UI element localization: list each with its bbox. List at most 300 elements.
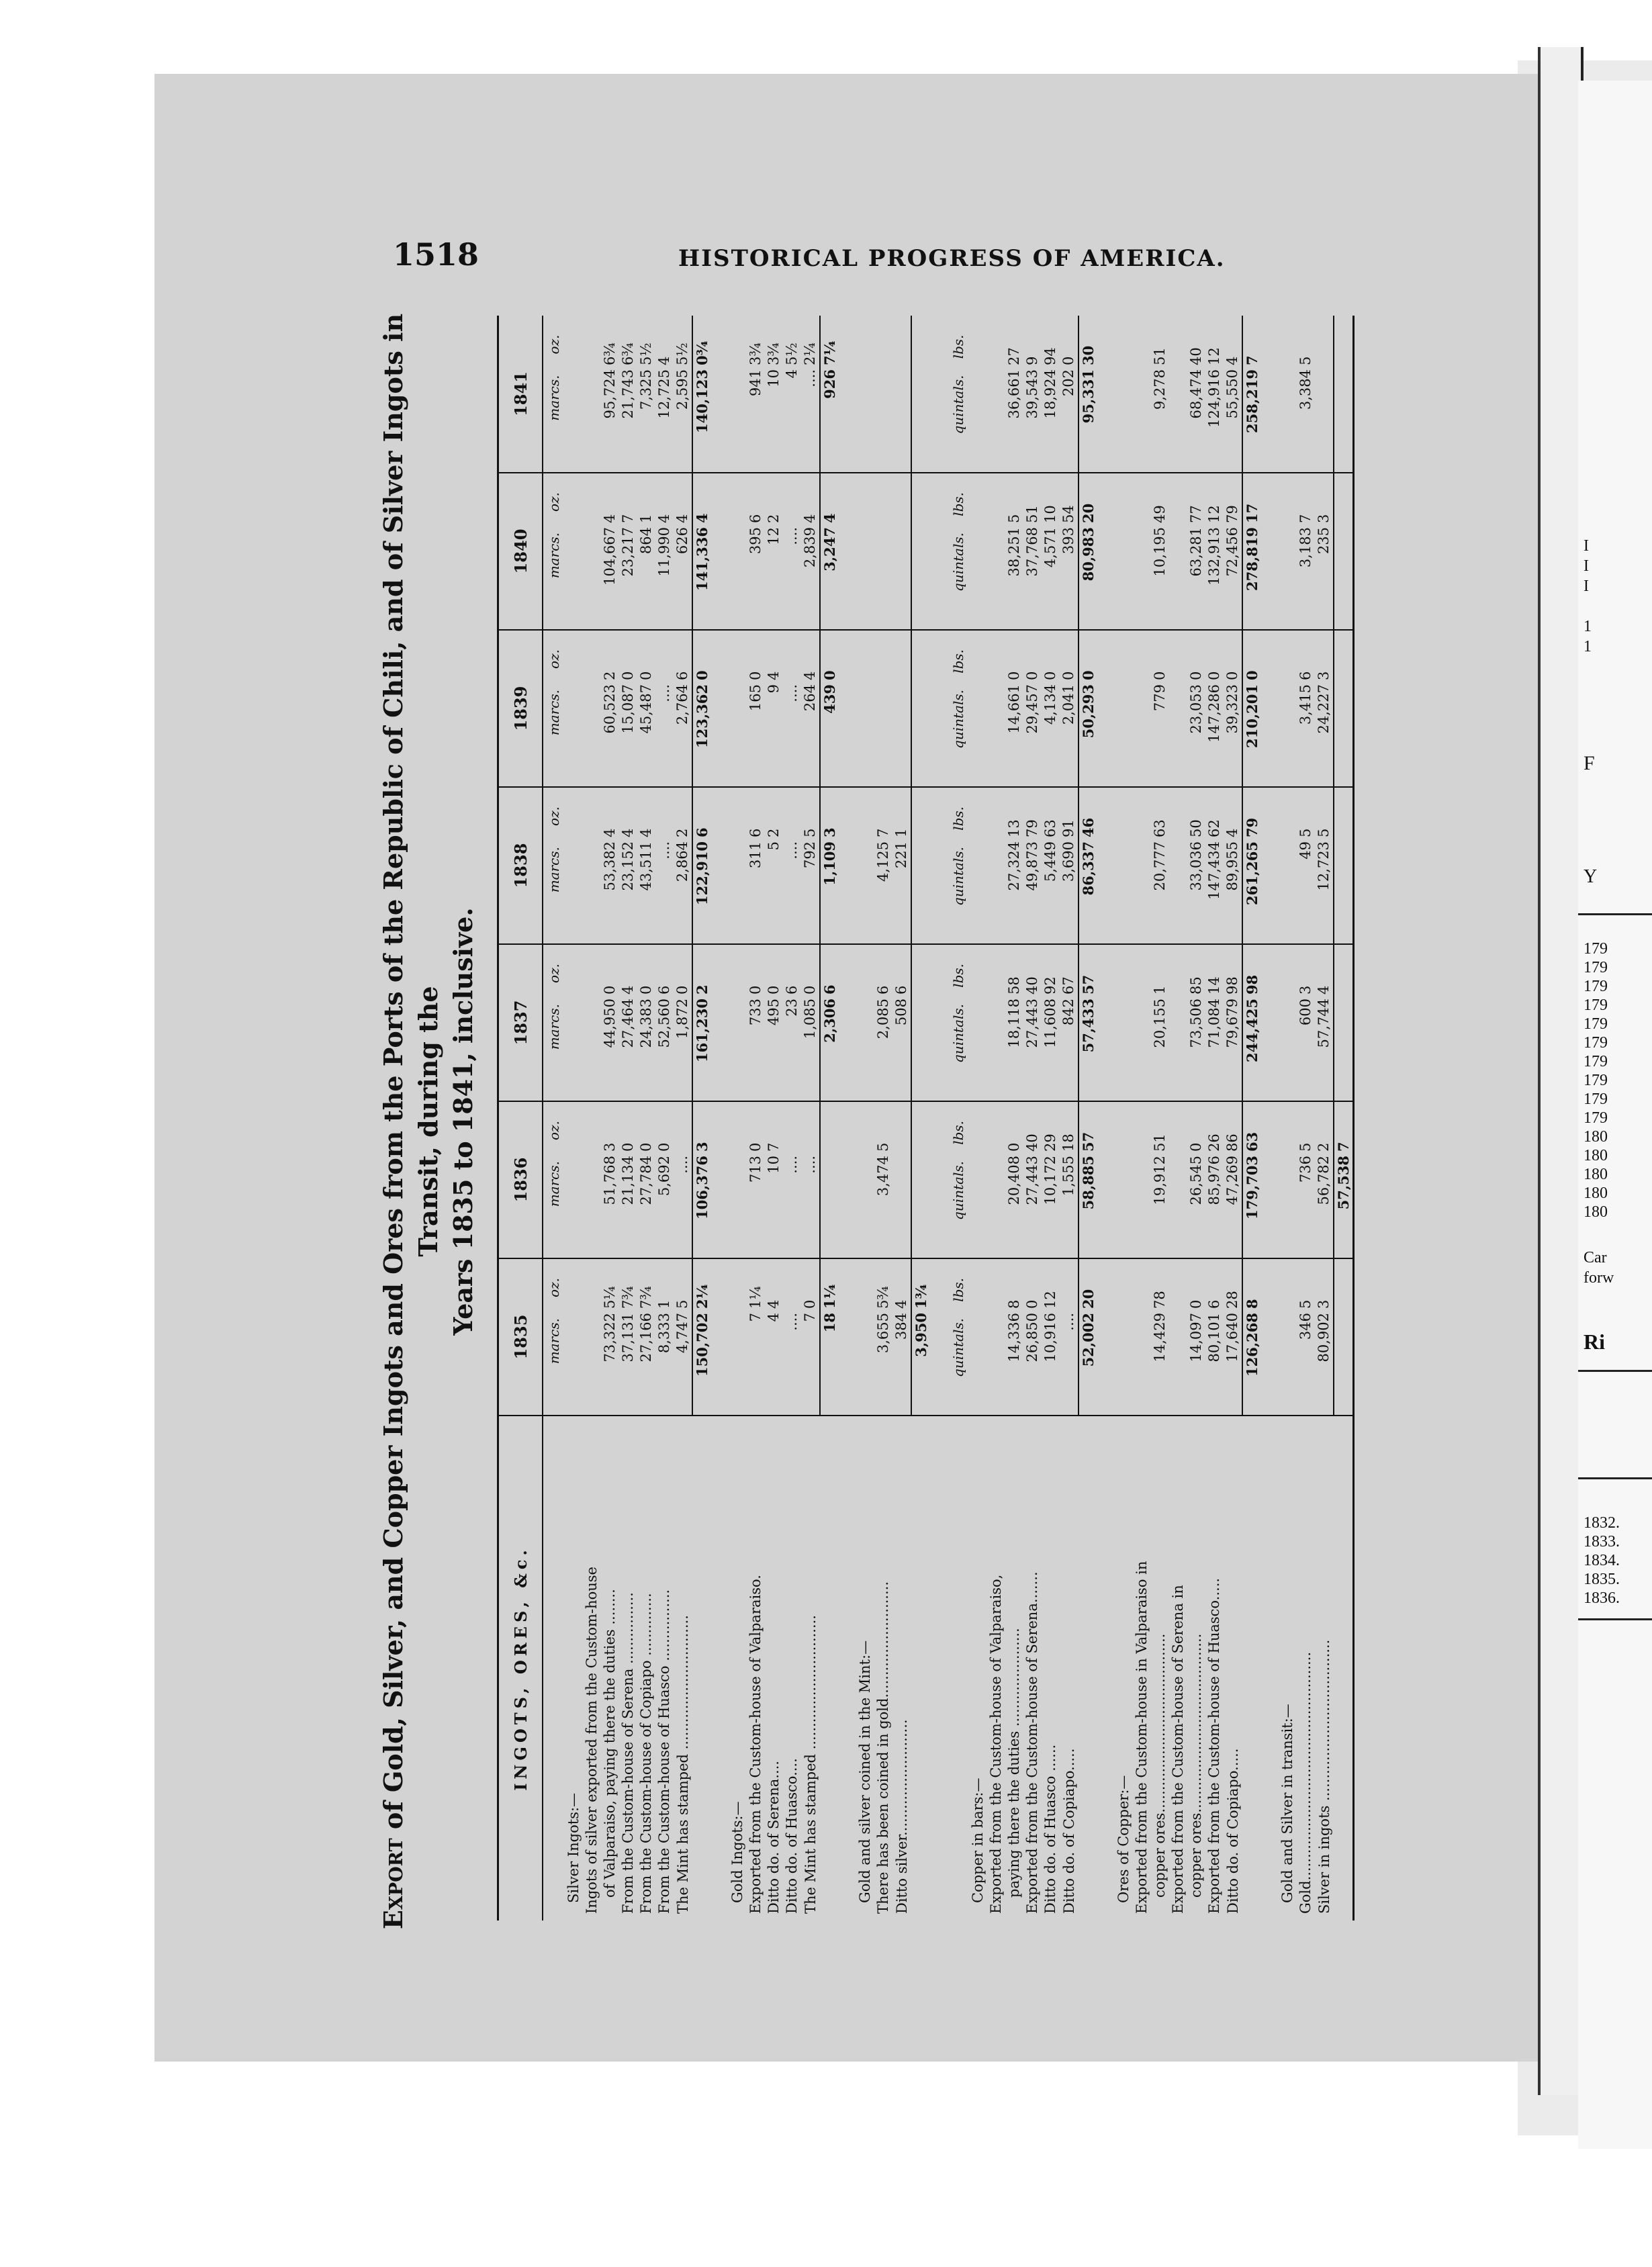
value-cell bbox=[1005, 630, 1023, 787]
units-cell bbox=[543, 630, 565, 787]
value-cell bbox=[1187, 944, 1205, 1101]
value-main: 258,219 bbox=[1244, 369, 1260, 433]
row-label: Ditto do. of Copiapo..... bbox=[1060, 1748, 1077, 1914]
units-cell bbox=[948, 944, 969, 1101]
value-cell bbox=[765, 1258, 783, 1416]
value-fraction: 7¾ bbox=[638, 1286, 654, 1309]
value-cell bbox=[820, 316, 839, 473]
value-cell bbox=[820, 1101, 839, 1258]
value-fraction: 0 bbox=[1244, 670, 1260, 680]
value-main: 79,679 bbox=[1224, 999, 1240, 1048]
value-main: 235 bbox=[1316, 527, 1332, 555]
spacer-cell bbox=[1097, 630, 1115, 787]
value-cell bbox=[1042, 1101, 1060, 1258]
value-fraction: 7 bbox=[1297, 514, 1314, 523]
value-fraction: 79 bbox=[1224, 505, 1240, 523]
value-fraction: 7 bbox=[766, 1142, 782, 1152]
value-cell bbox=[874, 787, 892, 944]
spacer-row bbox=[711, 316, 729, 1921]
value-cell bbox=[820, 630, 839, 787]
empty-cell bbox=[1115, 944, 1133, 1101]
value-cell bbox=[619, 787, 637, 944]
table-row bbox=[1205, 316, 1224, 1921]
spacer-cell bbox=[1097, 316, 1115, 473]
value-fraction: 6¾ bbox=[602, 342, 618, 365]
value-main: 147,434 bbox=[1206, 841, 1222, 900]
value-fraction: 6 bbox=[674, 671, 690, 680]
spacer-cell bbox=[930, 316, 948, 473]
value-cell bbox=[1042, 1258, 1060, 1416]
value-cell bbox=[820, 1258, 839, 1416]
empty-cell bbox=[1279, 316, 1297, 473]
total-label-spacer bbox=[1242, 1416, 1261, 1921]
empty-cell bbox=[1133, 1101, 1151, 1258]
value-main: 45,487 bbox=[638, 684, 654, 734]
value-fraction: 17 bbox=[1244, 503, 1260, 523]
facing-fragment: 180 bbox=[1584, 1166, 1608, 1183]
value-fraction: 6 bbox=[747, 828, 764, 837]
unit-label: oz. bbox=[545, 964, 562, 983]
value-main: 165 bbox=[747, 684, 764, 712]
value-main: 71,084 bbox=[1206, 999, 1222, 1048]
value-main: 1,555 bbox=[1060, 1156, 1076, 1197]
value-cell bbox=[601, 1258, 619, 1416]
row-label-continued: copper ores........................................ bbox=[1188, 1633, 1204, 1898]
value-main: .... bbox=[1060, 1313, 1076, 1331]
facing-fragment: 179 bbox=[1584, 1015, 1608, 1033]
value-main: 86,337 bbox=[1080, 841, 1097, 896]
value-fraction: 51 bbox=[1152, 347, 1168, 365]
value-main: 95,331 bbox=[1080, 369, 1097, 424]
value-main: .... bbox=[656, 841, 672, 860]
value-cell bbox=[747, 630, 765, 787]
value-cell bbox=[637, 787, 655, 944]
value-cell bbox=[1297, 316, 1315, 473]
value-cell bbox=[655, 1258, 674, 1416]
value-cell bbox=[1042, 630, 1060, 787]
row-label: Ditto silver.......................... bbox=[893, 1719, 910, 1914]
column-header-year: 1841 bbox=[498, 316, 543, 473]
total-label-spacer bbox=[1079, 1416, 1097, 1921]
value-main: 14,336 bbox=[1006, 1313, 1022, 1362]
value-main: 210,201 bbox=[1244, 684, 1260, 748]
unit-label: oz. bbox=[545, 1121, 562, 1140]
value-fraction: 6 bbox=[656, 985, 672, 994]
value-fraction: 5 bbox=[1316, 828, 1332, 837]
value-cell bbox=[892, 944, 911, 1101]
value-cell bbox=[1334, 787, 1354, 944]
facing-fragment: 179 bbox=[1584, 1091, 1608, 1108]
value-main: 37,768 bbox=[1024, 527, 1040, 577]
value-cell bbox=[874, 1101, 892, 1258]
value-cell bbox=[1187, 787, 1205, 944]
row-label: From the Custom-house of Serena ................ bbox=[620, 1592, 636, 1914]
empty-cell bbox=[565, 473, 583, 630]
value-main: 1,085 bbox=[802, 999, 818, 1039]
value-main: 10,916 bbox=[1042, 1313, 1058, 1362]
value-main: 27,784 bbox=[638, 1156, 654, 1205]
empty-cell bbox=[729, 473, 747, 630]
value-main: .... bbox=[674, 1156, 690, 1174]
facing-fragment: 179 bbox=[1584, 978, 1608, 995]
rotated-table-block bbox=[376, 302, 1390, 1941]
value-cell bbox=[1205, 630, 1224, 787]
value-main: 393 bbox=[1060, 527, 1076, 555]
value-cell bbox=[1297, 944, 1315, 1101]
value-cell bbox=[1151, 1258, 1169, 1416]
value-cell bbox=[674, 1101, 692, 1258]
value-cell bbox=[783, 630, 801, 787]
empty-cell bbox=[987, 787, 1005, 944]
value-cell bbox=[1005, 316, 1023, 473]
value-main: 4,125 bbox=[875, 841, 891, 882]
value-main: 8,333 bbox=[656, 1313, 672, 1354]
value-main: 33,036 bbox=[1188, 841, 1204, 891]
unit-label: quintals. bbox=[950, 690, 966, 749]
facing-fragment: 1834. bbox=[1584, 1552, 1620, 1569]
empty-cell bbox=[583, 787, 601, 944]
value-cell bbox=[655, 473, 674, 630]
value-fraction: 4 bbox=[1224, 828, 1240, 837]
spacer-cell bbox=[1261, 630, 1279, 787]
value-main: 5,692 bbox=[656, 1156, 672, 1197]
group-title: Copper in bars:— bbox=[970, 1777, 986, 1903]
value-cell bbox=[692, 473, 711, 630]
empty-cell bbox=[1133, 1258, 1151, 1416]
value-fraction: 5 bbox=[674, 1299, 690, 1309]
empty-cell bbox=[1279, 787, 1297, 944]
value-cell bbox=[765, 1101, 783, 1258]
value-main: 80,902 bbox=[1316, 1313, 1332, 1362]
value-main: 18,118 bbox=[1006, 999, 1022, 1048]
value-main: 713 bbox=[747, 1156, 764, 1183]
value-main: 57,744 bbox=[1316, 999, 1332, 1048]
value-fraction: 5 bbox=[802, 828, 818, 837]
empty-cell bbox=[1279, 630, 1297, 787]
facing-page-strip bbox=[1578, 81, 1652, 2149]
value-main: 779 bbox=[1152, 684, 1168, 712]
value-fraction: 12 bbox=[1042, 1291, 1058, 1309]
value-fraction: 94 bbox=[1042, 347, 1058, 365]
value-fraction: 2 bbox=[694, 984, 710, 994]
value-cell bbox=[820, 944, 839, 1101]
value-cell bbox=[619, 316, 637, 473]
value-fraction: 40 bbox=[1024, 976, 1040, 994]
unit-label: marcs. bbox=[545, 690, 562, 736]
empty-cell bbox=[1169, 473, 1187, 630]
units-row bbox=[543, 316, 565, 1921]
empty-cell bbox=[583, 944, 601, 1101]
table-row bbox=[1151, 316, 1169, 1921]
value-cell bbox=[1242, 1101, 1261, 1258]
value-cell bbox=[783, 316, 801, 473]
value-cell bbox=[1151, 787, 1169, 944]
value-fraction: 6 bbox=[1297, 671, 1314, 680]
empty-cell bbox=[583, 473, 601, 630]
value-main: 10,172 bbox=[1042, 1156, 1058, 1205]
value-main: 63,281 bbox=[1188, 527, 1204, 577]
value-cell bbox=[1023, 787, 1042, 944]
value-main: 17,640 bbox=[1224, 1313, 1240, 1362]
value-main: .... bbox=[656, 684, 672, 702]
value-main: 9 bbox=[766, 684, 782, 694]
unit-label: quintals. bbox=[950, 375, 966, 434]
value-cell bbox=[783, 944, 801, 1101]
total-row bbox=[1242, 316, 1261, 1921]
value-fraction: 57 bbox=[1080, 974, 1097, 994]
value-cell bbox=[1224, 630, 1242, 787]
value-cell bbox=[674, 787, 692, 944]
empty-cell bbox=[969, 316, 987, 473]
spacer-cell bbox=[839, 630, 856, 787]
units-cell bbox=[948, 473, 969, 630]
value-main: 38,251 bbox=[1006, 527, 1022, 577]
empty-cell bbox=[856, 473, 874, 630]
spacer-cell bbox=[1097, 473, 1115, 630]
value-cell bbox=[1005, 1258, 1023, 1416]
value-main: 27,443 bbox=[1024, 1156, 1040, 1205]
value-main: 24,383 bbox=[638, 999, 654, 1048]
empty-cell bbox=[729, 316, 747, 473]
value-fraction: 4 bbox=[656, 356, 672, 365]
value-cell bbox=[801, 787, 820, 944]
table-row bbox=[1224, 316, 1242, 1921]
value-main: 736 bbox=[1297, 1156, 1314, 1183]
value-cell bbox=[692, 1101, 711, 1258]
value-main: 104,667 bbox=[602, 527, 618, 586]
value-cell bbox=[1151, 316, 1169, 473]
value-main: 39,323 bbox=[1224, 684, 1240, 734]
facing-fragment: 179 bbox=[1584, 1109, 1608, 1127]
value-fraction: 51 bbox=[1152, 1134, 1168, 1152]
empty-cell bbox=[987, 1101, 1005, 1258]
value-main: 3,474 bbox=[875, 1156, 891, 1197]
value-main: 261,265 bbox=[1244, 841, 1260, 905]
value-fraction: 0 bbox=[747, 671, 764, 680]
value-cell bbox=[674, 944, 692, 1101]
empty-cell bbox=[969, 1101, 987, 1258]
value-cell bbox=[801, 473, 820, 630]
value-main: 44,950 bbox=[602, 999, 618, 1048]
table-row bbox=[1060, 316, 1079, 1921]
page-edge bbox=[1538, 47, 1584, 2095]
column-header-year: 1839 bbox=[498, 630, 543, 787]
value-main: 73,322 bbox=[602, 1313, 618, 1362]
value-fraction: 62 bbox=[1206, 819, 1222, 837]
value-main: 23,152 bbox=[620, 841, 636, 891]
value-cell bbox=[601, 1101, 619, 1258]
empty-cell bbox=[1169, 787, 1187, 944]
value-cell bbox=[1060, 1258, 1079, 1416]
value-cell bbox=[1334, 316, 1354, 473]
value-main: 600 bbox=[1297, 999, 1314, 1026]
value-main: 126,268 bbox=[1244, 1313, 1260, 1377]
value-fraction: 0 bbox=[674, 985, 690, 994]
value-cell bbox=[1224, 473, 1242, 630]
value-fraction: 30 bbox=[1080, 345, 1097, 365]
value-fraction: 2 bbox=[766, 514, 782, 523]
value-cell bbox=[801, 1101, 820, 1258]
value-cell bbox=[1242, 1258, 1261, 1416]
unit-label: lbs. bbox=[950, 1278, 966, 1302]
empty-cell bbox=[1115, 630, 1133, 787]
value-cell bbox=[1079, 787, 1097, 944]
value-main: 7,325 bbox=[638, 369, 654, 410]
value-cell bbox=[1187, 473, 1205, 630]
units-cell bbox=[948, 1258, 969, 1416]
spacer-cell bbox=[839, 787, 856, 944]
spacer-cell bbox=[711, 630, 729, 787]
unit-label: lbs. bbox=[950, 806, 966, 831]
value-cell bbox=[1315, 630, 1334, 787]
value-fraction: 5¼ bbox=[602, 1286, 618, 1309]
facing-rule bbox=[1578, 913, 1652, 915]
value-fraction: 3 bbox=[1316, 1299, 1332, 1309]
value-fraction: 0 bbox=[821, 670, 838, 680]
row-label: There has been coined in gold.......................... bbox=[875, 1581, 891, 1914]
value-cell bbox=[892, 1101, 911, 1258]
unit-label: oz. bbox=[545, 806, 562, 826]
empty-cell bbox=[1133, 944, 1151, 1101]
table-row bbox=[655, 316, 674, 1921]
value-main: 29,457 bbox=[1024, 684, 1040, 734]
value-fraction: 0 bbox=[1024, 1299, 1040, 1309]
table-caption bbox=[376, 302, 490, 1941]
empty-cell bbox=[1169, 1101, 1187, 1258]
value-main: 4,747 bbox=[674, 1313, 690, 1354]
value-cell bbox=[619, 944, 637, 1101]
column-header-year: 1840 bbox=[498, 473, 543, 630]
value-fraction: 7 bbox=[620, 514, 636, 523]
spacer-cell bbox=[711, 787, 729, 944]
spacer-row bbox=[839, 316, 856, 1921]
value-main: 179,703 bbox=[1244, 1156, 1260, 1219]
spacer-cell bbox=[711, 473, 729, 630]
unit-label: lbs. bbox=[950, 1121, 966, 1145]
group-title-row bbox=[565, 316, 583, 1921]
value-main: 842 bbox=[1060, 999, 1076, 1026]
value-main: .... bbox=[784, 527, 800, 545]
facing-rule bbox=[1578, 1618, 1652, 1620]
value-cell bbox=[1242, 473, 1261, 630]
value-fraction: 6¾ bbox=[620, 342, 636, 365]
facing-fragment: 1835. bbox=[1584, 1571, 1620, 1588]
value-main: 3,950 bbox=[913, 1313, 929, 1357]
value-cell bbox=[765, 316, 783, 473]
value-fraction: 4 bbox=[620, 828, 636, 837]
value-fraction: 13 bbox=[1006, 819, 1022, 837]
units-spacer bbox=[948, 1416, 969, 1921]
value-main: 52,002 bbox=[1080, 1313, 1097, 1367]
value-cell bbox=[601, 316, 619, 473]
value-fraction: 0 bbox=[1060, 356, 1076, 365]
empty-cell bbox=[987, 1258, 1005, 1416]
value-fraction: 3 bbox=[694, 1142, 710, 1152]
value-fraction: 77 bbox=[1188, 505, 1204, 523]
value-cell bbox=[892, 1258, 911, 1416]
value-cell bbox=[1297, 1101, 1315, 1258]
value-cell bbox=[911, 316, 930, 473]
facing-rule bbox=[1578, 1477, 1652, 1479]
group-title: Silver Ingots:— bbox=[565, 1792, 582, 1903]
value-main: 2,864 bbox=[674, 841, 690, 882]
value-main: 20,155 bbox=[1152, 999, 1168, 1048]
value-cell bbox=[655, 1101, 674, 1258]
value-fraction: 0 bbox=[620, 1142, 636, 1152]
value-main: 4 bbox=[784, 369, 800, 379]
empty-cell bbox=[565, 1258, 583, 1416]
value-cell bbox=[1060, 944, 1079, 1101]
column-header-label: INGOTS, ORES, &c. bbox=[498, 1416, 543, 1921]
spacer-row bbox=[930, 316, 948, 1921]
value-fraction: 0 bbox=[747, 985, 764, 994]
value-fraction: 12 bbox=[1206, 505, 1222, 523]
value-cell bbox=[1205, 944, 1224, 1101]
value-fraction: 4 bbox=[638, 828, 654, 837]
value-cell bbox=[892, 316, 911, 473]
value-cell bbox=[655, 316, 674, 473]
value-cell bbox=[1334, 1258, 1354, 1416]
spacer-cell bbox=[839, 944, 856, 1101]
value-cell bbox=[783, 1258, 801, 1416]
value-cell bbox=[1315, 316, 1334, 473]
value-cell bbox=[911, 1258, 930, 1416]
value-cell bbox=[820, 787, 839, 944]
value-fraction: 85 bbox=[1188, 976, 1204, 994]
value-main: 20,777 bbox=[1152, 841, 1168, 891]
facing-fragment: 1836. bbox=[1584, 1589, 1620, 1607]
empty-cell bbox=[583, 316, 601, 473]
value-cell bbox=[655, 630, 674, 787]
value-main: .... bbox=[784, 1313, 800, 1331]
value-main: 27,443 bbox=[1024, 999, 1040, 1048]
table-row bbox=[1315, 316, 1334, 1921]
unit-label: quintals. bbox=[950, 1161, 966, 1220]
row-label: Ingots of silver exported from the Custom-house bbox=[584, 1567, 600, 1914]
value-fraction: 5½ bbox=[674, 342, 690, 365]
empty-cell bbox=[969, 1258, 987, 1416]
value-main: 57,433 bbox=[1080, 999, 1097, 1053]
value-fraction: 1 bbox=[1152, 985, 1168, 994]
value-cell bbox=[892, 787, 911, 944]
empty-cell bbox=[969, 473, 987, 630]
value-main: 4 bbox=[766, 1313, 782, 1322]
value-cell bbox=[1060, 630, 1079, 787]
value-main: 52,560 bbox=[656, 999, 672, 1048]
value-cell bbox=[1023, 316, 1042, 473]
value-cell bbox=[637, 944, 655, 1101]
spacer-cell bbox=[1261, 1101, 1279, 1258]
value-cell bbox=[1334, 473, 1354, 630]
value-fraction: 1 bbox=[638, 514, 654, 523]
unit-label: marcs. bbox=[545, 847, 562, 893]
value-fraction: 1 bbox=[893, 828, 909, 837]
value-main: 3,384 bbox=[1297, 369, 1314, 410]
empty-cell bbox=[1169, 1258, 1187, 1416]
value-fraction: 98 bbox=[1244, 974, 1260, 994]
value-main: 18,924 bbox=[1042, 369, 1058, 419]
value-cell bbox=[1151, 630, 1169, 787]
value-cell bbox=[1187, 1258, 1205, 1416]
value-main: 27,324 bbox=[1006, 841, 1022, 891]
value-cell bbox=[1151, 473, 1169, 630]
row-label: Ditto do. of Copiapo..... bbox=[1224, 1748, 1241, 1914]
value-cell bbox=[674, 1258, 692, 1416]
empty-cell bbox=[565, 630, 583, 787]
empty-cell bbox=[1279, 473, 1297, 630]
row-label: Gold................................................... bbox=[1297, 1651, 1314, 1914]
value-cell bbox=[911, 630, 930, 787]
